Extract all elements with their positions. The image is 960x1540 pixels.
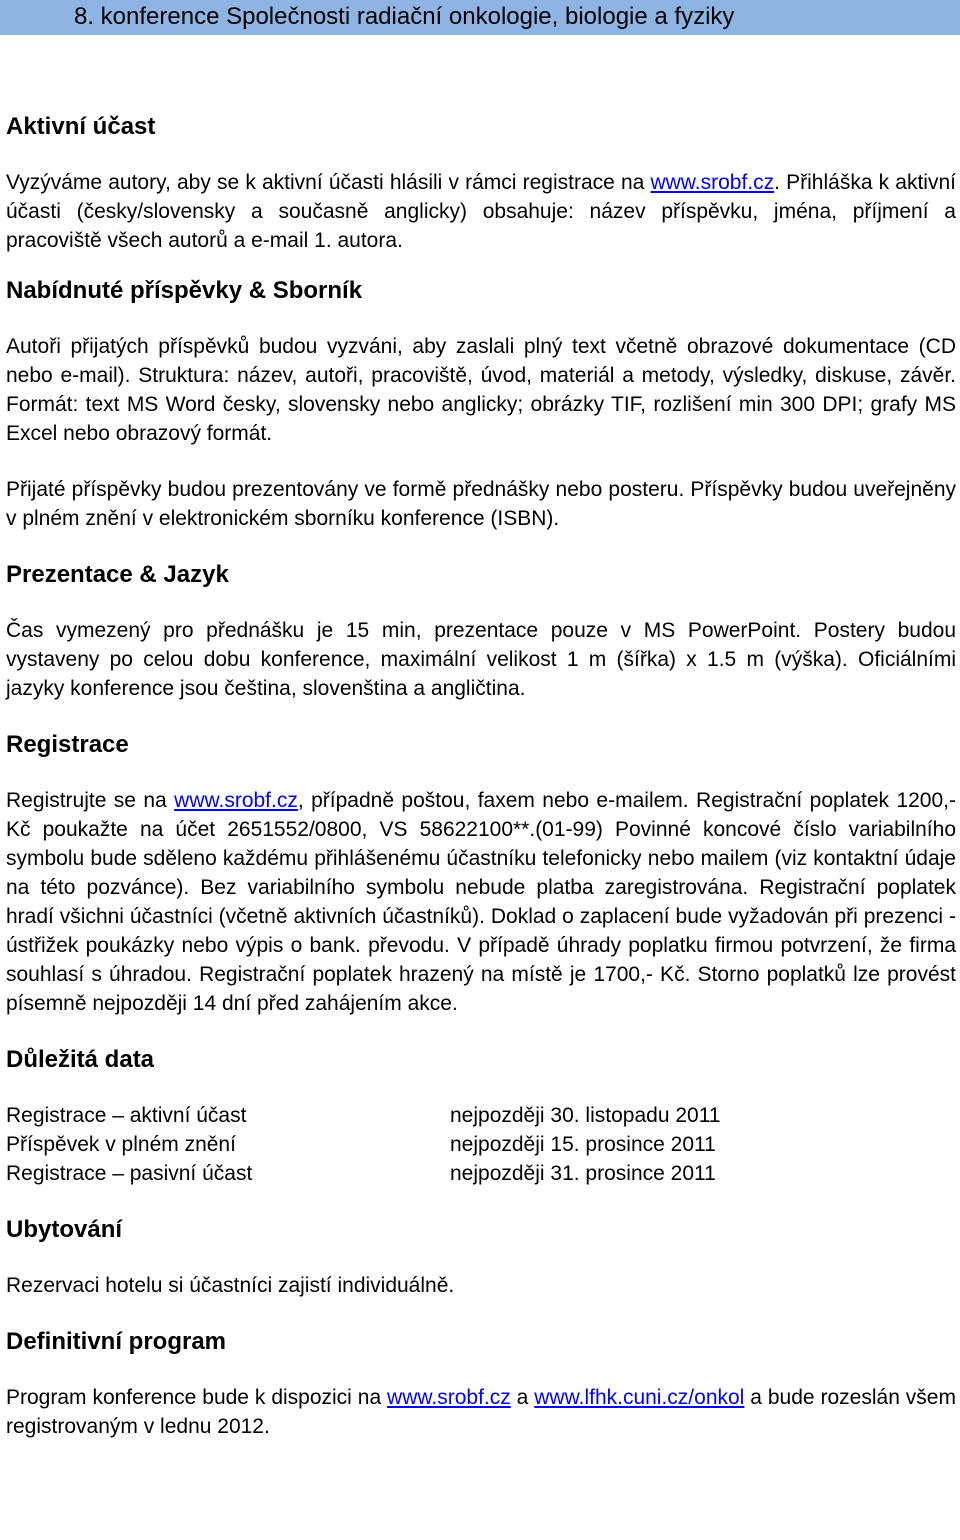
table-row xyxy=(6,1130,721,1159)
date-label: Příspěvek v plném znění xyxy=(6,1133,236,1156)
date-label: Registrace – pasivní účast xyxy=(6,1162,253,1185)
conference-title: 8. konference Společnosti radiační onkologie, biologie a fyziky xyxy=(74,3,735,30)
aktivni-ucast-paragraph: Vyzýváme autory, aby se k aktivní účasti hlásili v rámci registrace na www.srobf.cz. Přihláška k aktivní účasti (česky/slovensky a současně anglicky) obsahuje: název příspěvku, jména, příjmení a pracoviště všech autorů a e-mail 1. autora. xyxy=(6,171,956,252)
date-value: nejpozději 15. prosince 2011 xyxy=(450,1133,716,1156)
heading-aktivni-ucast: Aktivní účast xyxy=(6,113,156,140)
heading-prezentace-jazyk: Prezentace & Jazyk xyxy=(6,561,229,588)
date-value: nejpozději 31. prosince 2011 xyxy=(450,1162,716,1185)
srobf-link-registrace[interactable]: www.srobf.cz xyxy=(174,789,298,812)
nabidnute-paragraph-2: Přijaté příspěvky budou prezentovány ve formě přednášky nebo posteru. Příspěvky budou uveřejněny v plném znění v elektronickém sborníku konference (ISBN). xyxy=(6,478,956,530)
heading-ubytovani: Ubytování xyxy=(6,1216,123,1243)
srobf-link-program[interactable]: www.srobf.cz xyxy=(387,1386,511,1409)
header-banner xyxy=(0,0,960,35)
srobf-link[interactable]: www.srobf.cz xyxy=(650,171,775,194)
heading-registrace: Registrace xyxy=(6,731,129,758)
dates-table xyxy=(6,1101,721,1188)
heading-definitivni-program: Definitivní program xyxy=(6,1328,227,1355)
document-body xyxy=(6,112,956,1441)
program-paragraph: Program konference bude k dispozici na www.srobf.cz a www.lfhk.cuni.cz/onkol a bude rozeslán všem registrovaným v lednu 2012. xyxy=(6,1386,956,1438)
ubytovani-paragraph: Rezervaci hotelu si účastníci zajistí individuálně. xyxy=(6,1274,455,1297)
heading-dulezita-data: Důležitá data xyxy=(6,1046,155,1073)
heading-nabidnute-prispevky: Nabídnuté příspěvky & Sborník xyxy=(6,277,363,304)
date-value: nejpozději 30. listopadu 2011 xyxy=(450,1104,721,1127)
date-label: Registrace – aktivní účast xyxy=(6,1104,247,1127)
table-row xyxy=(6,1159,721,1188)
lfhk-link[interactable]: www.lfhk.cuni.cz/onkol xyxy=(534,1386,745,1409)
table-row xyxy=(6,1101,721,1130)
nabidnute-paragraph-1: Autoři přijatých příspěvků budou vyzváni, aby zaslali plný text včetně obrazové dokumentace (CD nebo e-mail). Struktura: název, autoři, pracoviště, úvod, materiál a metody, výsledky, diskuse, závěr. Formát: text MS Word česky, slovensky nebo anglicky; obrázky TIF, rozlišení min 300 DPI; grafy MS Excel nebo obrazový formát. xyxy=(6,335,956,445)
prezentace-paragraph: Čas vymezený pro přednášku je 15 min, prezentace pouze v MS PowerPoint. Postery budou vystaveny po celou dobu konference, maximální velikost 1 m (šířka) x 1.5 m (výška). Oficiálními jazyky konference jsou čeština, slovenština a angličtina. xyxy=(6,619,956,700)
registrace-paragraph: Registrujte se na www.srobf.cz, případně poštou, faxem nebo e-mailem. Registrační poplatek 1200,- Kč poukažte na účet 2651552/0800, VS 58622100**.(01-99) Povinné koncové číslo variabilního symbolu bude sděleno každému přihlášenému účastníku telefonicky nebo mailem (viz kontaktní údaje na této pozvánce). Bez variabilního symbolu nebude platba zaregistrována. Registrační poplatek hradí všichni účastníci (včetně aktivních účastníků). Doklad o zaplacení bude vyžadován při prezenci - ústřižek poukázky nebo výpis o bank. převodu. V případě úhrady poplatku firmou potvrzení, že firma souhlasí s úhradou. Registrační poplatek hrazený na místě je 1700,- Kč. Storno poplatků lze provést písemně nejpozději 14 dní před zahájením akce. xyxy=(6,789,956,1015)
